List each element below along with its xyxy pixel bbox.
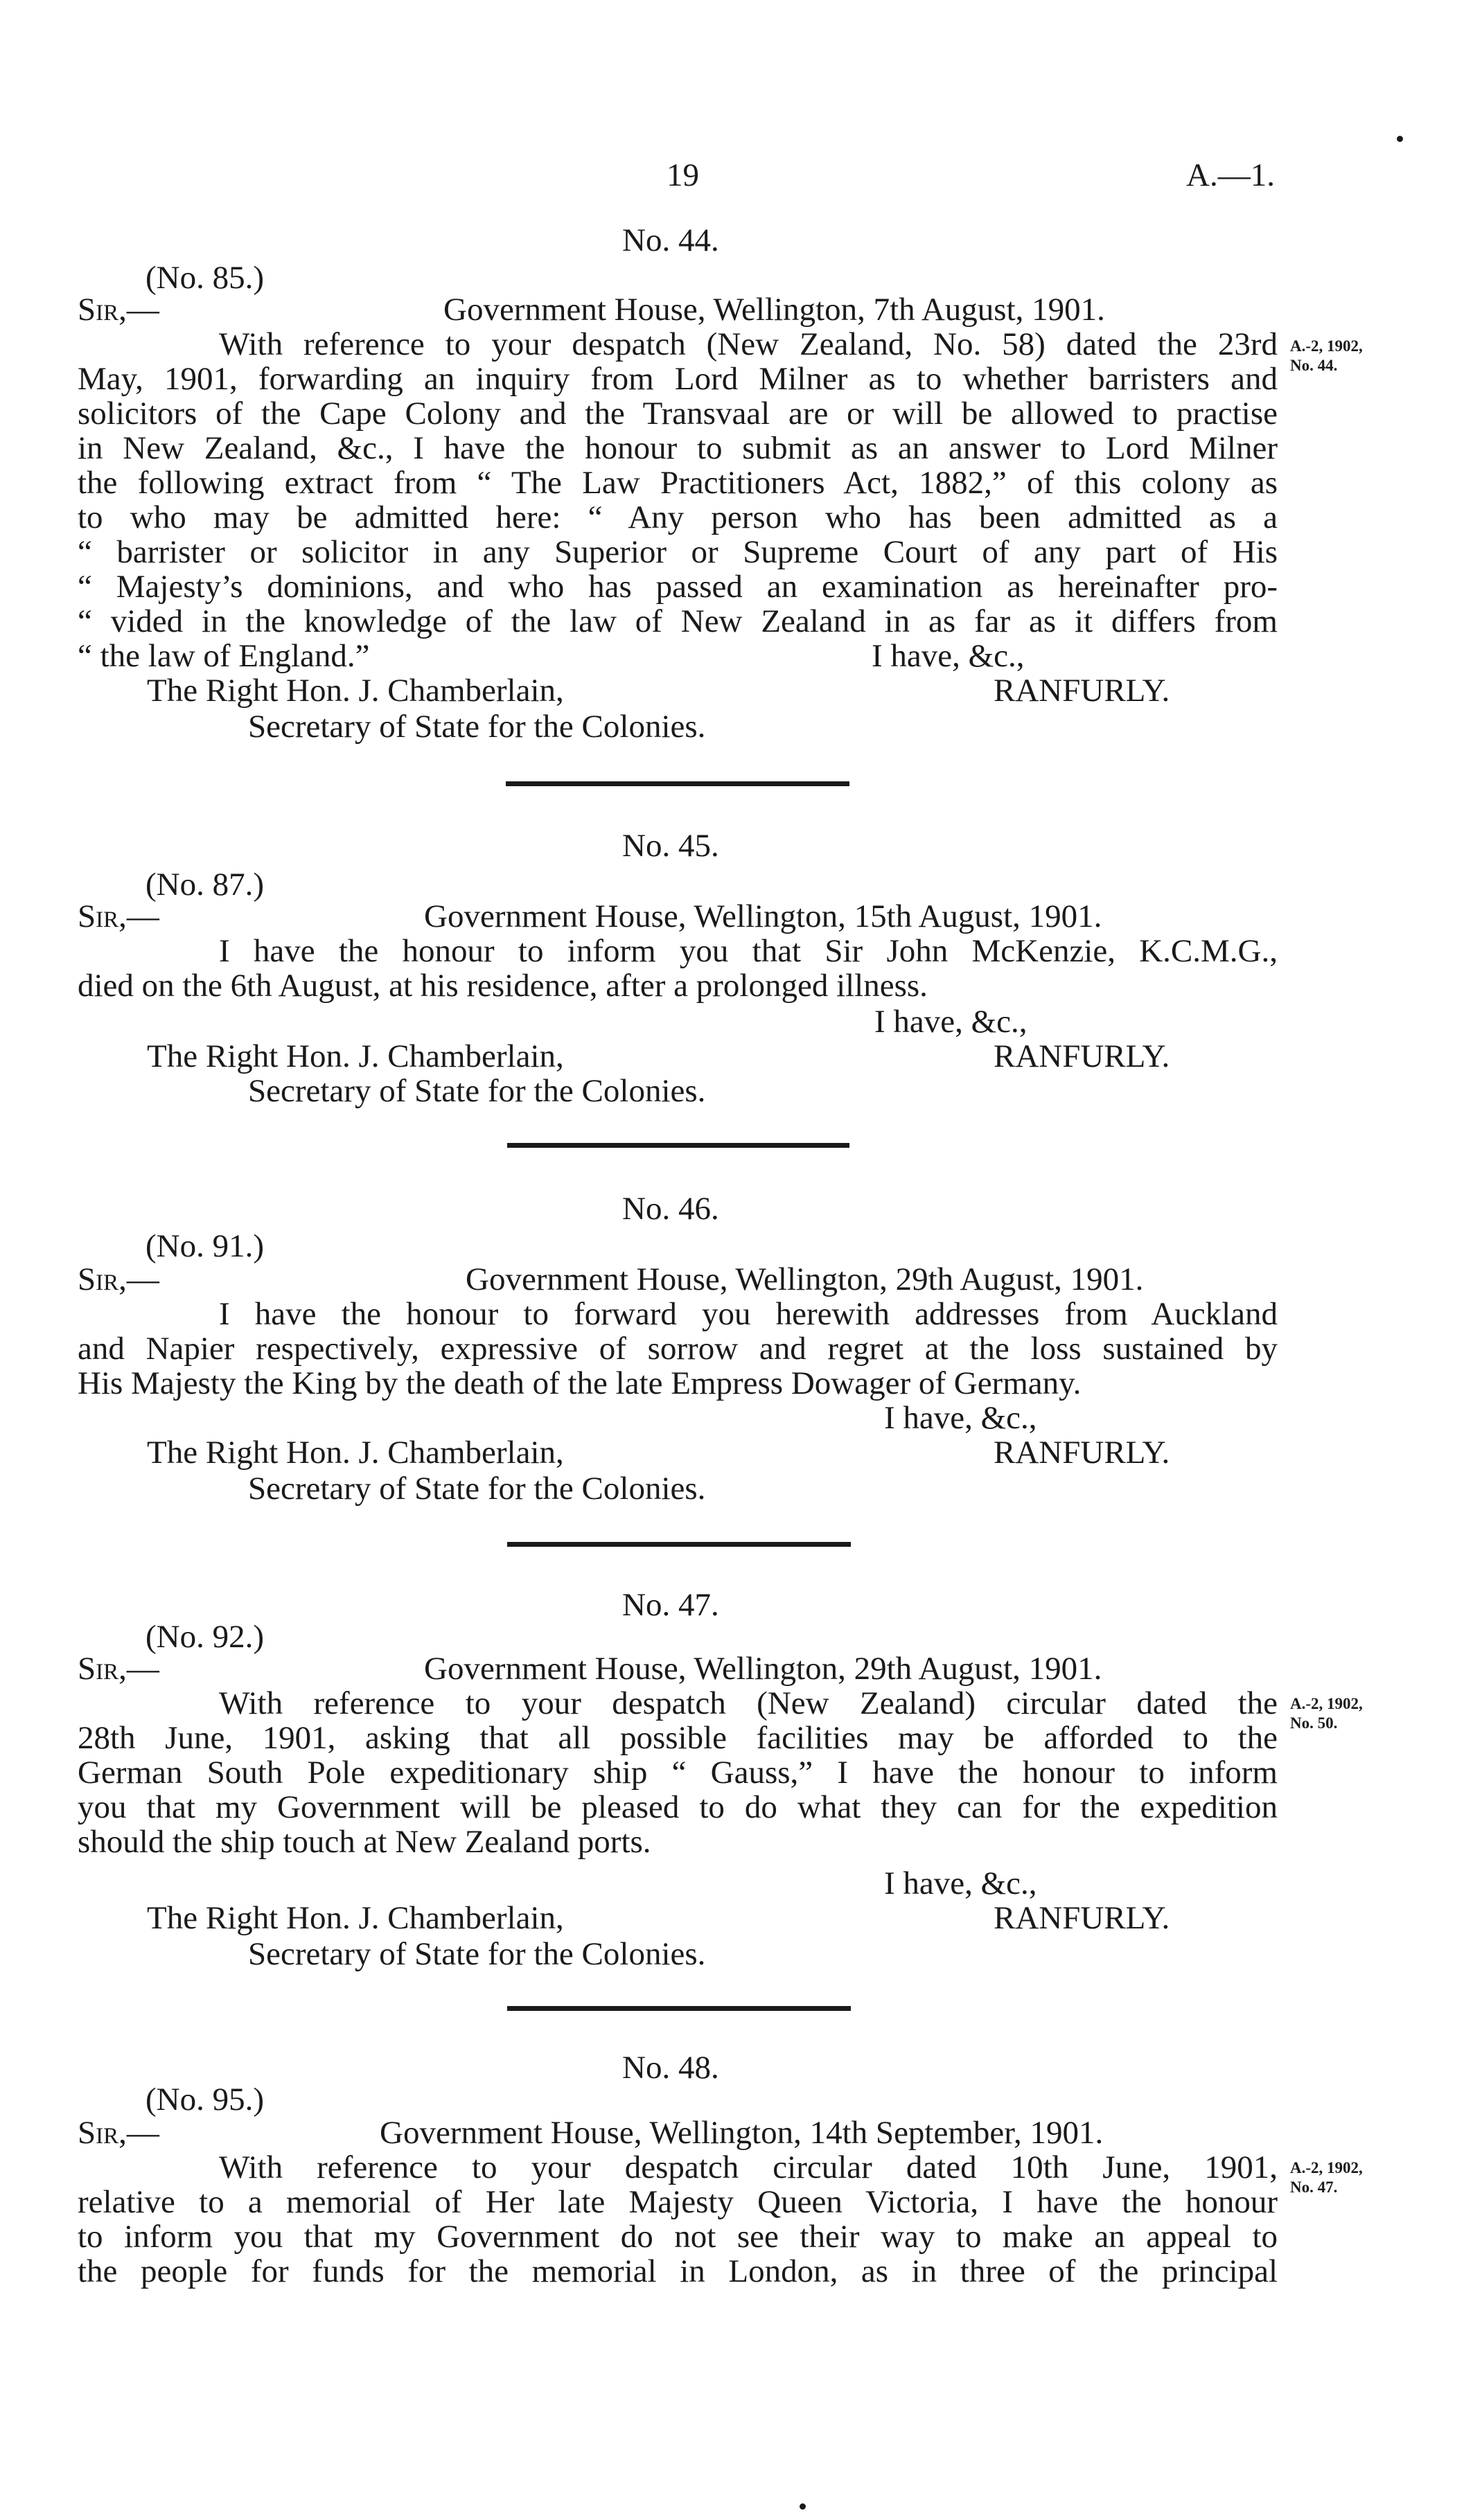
- body-line: With reference to your despatch (New Zealand) circular dated the: [219, 1685, 1278, 1721]
- body-line: in New Zealand, &c., I have the honour to submit as an answer to Lord Milner: [78, 430, 1278, 466]
- salutation: Sir,—: [78, 1261, 159, 1297]
- section-heading: No. 45.: [622, 828, 719, 864]
- addressee: The Right Hon. J. Chamberlain,: [147, 1435, 564, 1471]
- dateline: Government House, Wellington, 15th August, 1901.: [424, 898, 1102, 934]
- closing: I have, &c.,: [884, 1400, 1037, 1436]
- despatch-reference: (No. 87.): [145, 867, 264, 903]
- body-line: to who may be admitted here: “ Any person who has been admitted as a: [78, 499, 1278, 535]
- margin-note-number: No. 50.: [1290, 1714, 1338, 1732]
- body-line: you that my Government will be pleased to do what they can for the expedition: [78, 1789, 1278, 1825]
- margin-note-ref: A.-2, 1902,: [1290, 337, 1363, 355]
- addressee-title: Secretary of State for the Colonies.: [248, 1936, 706, 1972]
- body-line: relative to a memorial of Her late Majesty Queen Victoria, I have the honour: [78, 2184, 1278, 2220]
- margin-note-ref: A.-2, 1902,: [1290, 2159, 1363, 2176]
- page-number: 19: [667, 157, 699, 193]
- section-divider: [507, 1542, 851, 1547]
- dateline: Government House, Wellington, 7th August, 1901.: [443, 292, 1105, 328]
- salutation: Sir,—: [78, 292, 159, 328]
- body-line: “ vided in the knowledge of the law of New Zealand in as far as it differs from: [78, 603, 1278, 639]
- body-line: His Majesty the King by the death of the late Empress Dowager of Germany.: [78, 1365, 1082, 1401]
- addressee-title: Secretary of State for the Colonies.: [248, 709, 706, 745]
- body-line: “ barrister or solicitor in any Superior or Supreme Court of any part of His: [78, 534, 1278, 570]
- signature: RANFURLY.: [994, 1038, 1170, 1074]
- signature: RANFURLY.: [994, 673, 1170, 709]
- addressee: The Right Hon. J. Chamberlain,: [147, 1900, 564, 1936]
- body-line: With reference to your despatch (New Zealand, No. 58) dated the 23rd: [219, 326, 1278, 362]
- section-divider: [507, 1143, 849, 1148]
- body-line: May, 1901, forwarding an inquiry from Lord Milner as to whether barristers and: [78, 361, 1278, 397]
- speck-mark: [800, 2503, 806, 2510]
- body-line: With reference to your despatch circular dated 10th June, 1901,: [219, 2149, 1278, 2185]
- body-line: died on the 6th August, at his residence, after a prolonged illness.: [78, 968, 928, 1004]
- margin-note-number: No. 47.: [1290, 2179, 1338, 2196]
- despatch-reference: (No. 92.): [145, 1619, 264, 1655]
- body-line: the following extract from “ The Law Practitioners Act, 1882,” of this colony as: [78, 465, 1278, 501]
- dateline: Government House, Wellington, 29th August, 1901.: [424, 1651, 1102, 1687]
- body-line: solicitors of the Cape Colony and the Transvaal are or will be allowed to practise: [78, 396, 1278, 432]
- section-divider: [507, 2006, 851, 2011]
- despatch-reference: (No. 91.): [145, 1228, 264, 1264]
- addressee: The Right Hon. J. Chamberlain,: [147, 1038, 564, 1074]
- despatch-reference: (No. 85.): [145, 260, 264, 296]
- section-divider: [506, 781, 849, 786]
- margin-note-ref: A.-2, 1902,: [1290, 1695, 1363, 1712]
- body-line: the people for funds for the memorial in London, as in three of the principal: [78, 2253, 1278, 2289]
- body-line: 28th June, 1901, asking that all possible facilities may be afforded to the: [78, 1720, 1278, 1756]
- speck-mark: [1397, 136, 1403, 142]
- body-line: German South Pole expeditionary ship “ Gauss,” I have the honour to inform: [78, 1755, 1278, 1791]
- dateline: Government House, Wellington, 14th September, 1901.: [380, 2115, 1104, 2151]
- addressee-title: Secretary of State for the Colonies.: [248, 1073, 706, 1109]
- body-line: “ Majesty’s dominions, and who has passed an examination as hereinafter pro-: [78, 569, 1278, 605]
- body-line: “ the law of England.”: [78, 638, 370, 674]
- signature: RANFURLY.: [994, 1900, 1170, 1936]
- body-line: I have the honour to inform you that Sir John McKenzie, K.C.M.G.,: [219, 933, 1278, 969]
- despatch-reference: (No. 95.): [145, 2082, 264, 2118]
- salutation: Sir,—: [78, 1651, 159, 1687]
- body-line: and Napier respectively, expressive of sorrow and regret at the loss sustained by: [78, 1331, 1278, 1367]
- salutation: Sir,—: [78, 898, 159, 934]
- salutation: Sir,—: [78, 2115, 159, 2151]
- body-line: to inform you that my Government do not see their way to make an appeal to: [78, 2219, 1278, 2255]
- body-line: I have the honour to forward you herewith addresses from Auckland: [219, 1296, 1278, 1332]
- closing: I have, &c.,: [872, 638, 1025, 674]
- closing: I have, &c.,: [884, 1865, 1037, 1901]
- section-heading: No. 46.: [622, 1191, 719, 1227]
- section-heading: No. 48.: [622, 2050, 719, 2086]
- margin-note-number: No. 44.: [1290, 357, 1338, 374]
- dateline: Government House, Wellington, 29th August, 1901.: [466, 1261, 1144, 1297]
- document-reference: A.—1.: [1186, 157, 1275, 193]
- signature: RANFURLY.: [994, 1435, 1170, 1471]
- body-line: should the ship touch at New Zealand ports.: [78, 1824, 651, 1860]
- section-heading: No. 44.: [622, 222, 719, 258]
- section-heading: No. 47.: [622, 1587, 719, 1623]
- addressee: The Right Hon. J. Chamberlain,: [147, 673, 564, 709]
- closing: I have, &c.,: [874, 1004, 1027, 1040]
- addressee-title: Secretary of State for the Colonies.: [248, 1471, 706, 1507]
